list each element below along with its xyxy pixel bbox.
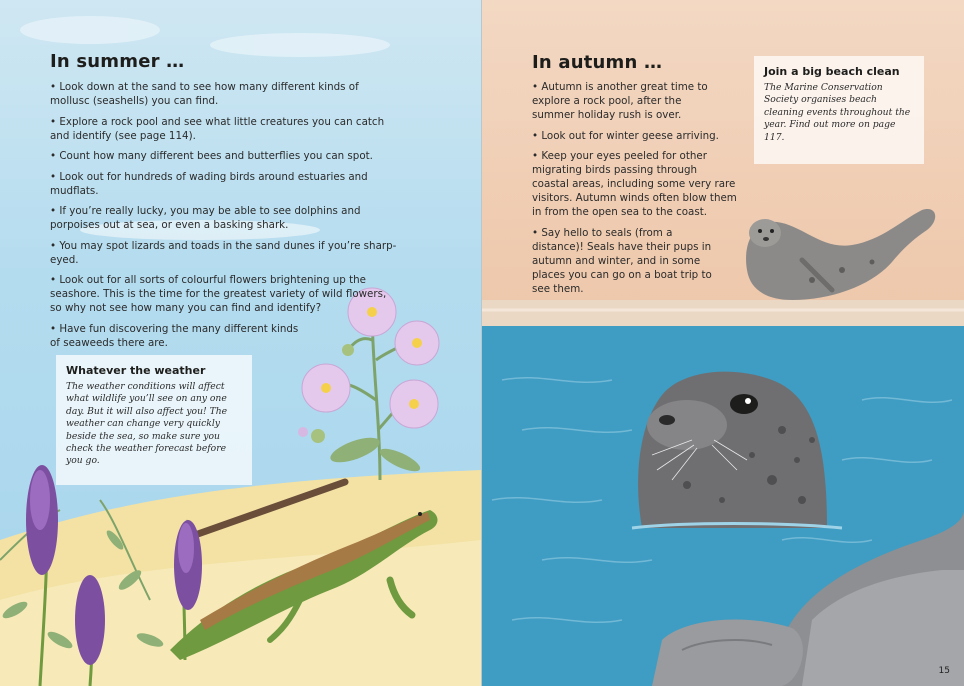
weather-box-title: Whatever the weather: [66, 364, 206, 377]
autumn-bullet: • Autumn is another great time to explore a rock pool, after the summer holiday rush is over.: [532, 81, 708, 121]
right-page-autumn: [482, 0, 964, 686]
summer-bullet: • Count how many different bees and butterflies you can spot.: [50, 150, 373, 162]
summer-heading: In summer …: [50, 51, 185, 72]
autumn-heading: In autumn …: [532, 52, 663, 73]
beach-clean-info-box: [754, 56, 924, 164]
weather-box-text: The weather conditions will affect what wildlife you’ll see on any one day. But it will also affect you! The weather can change very quickly beside the sea, so make sure you check the weather forecast before you go.: [66, 381, 228, 467]
weather-info-box: [56, 355, 252, 485]
autumn-bullet: • Say hello to seals (from a distance)! Seals have their pups in autumn and winter, and in some places you can go on a boat trip to see them.: [532, 226, 712, 295]
summer-bullet-list: [50, 80, 412, 356]
autumn-bullet-list: [532, 80, 737, 302]
summer-bullet: • Have fun discovering the many different kinds of seaweeds there are.: [50, 322, 299, 349]
autumn-bullet: • Look out for winter geese arriving.: [532, 129, 719, 142]
summer-bullet: • Explore a rock pool and see what little creatures you can catch and identify (see page 114).: [50, 115, 385, 142]
beach-clean-box-text: The Marine Conservation Society organises beach cleaning events throughout the year. Find out more on page 117.: [764, 82, 911, 143]
summer-bullet: • Look out for all sorts of colourful flowers brightening up the seashore. This is the time for the greatest variety of wild flowers, so why not see how many you can find and identify?: [50, 274, 387, 314]
small-seal: [746, 209, 935, 300]
page-number: 15: [938, 666, 950, 676]
autumn-bullet: • Keep your eyes peeled for other migrating birds passing through coastal areas, including some very rare visitors. Autumn winds often blow them in from the open sea to the coast.: [532, 150, 737, 218]
summer-bullet: • Look out for hundreds of wading birds around estuaries and mudflats.: [50, 170, 368, 197]
beach-clean-box-title: Join a big beach clean: [764, 65, 900, 78]
summer-bullet: • You may spot lizards and toads in the sand dunes if you’re sharp-eyed.: [50, 239, 397, 266]
summer-bullet: • Look down at the sand to see how many different kinds of mollusc (seashells) you can find.: [50, 81, 359, 107]
summer-bullet: • If you’re really lucky, you may be able to see dolphins and porpoises out at sea, or even a basking shark.: [50, 205, 361, 231]
